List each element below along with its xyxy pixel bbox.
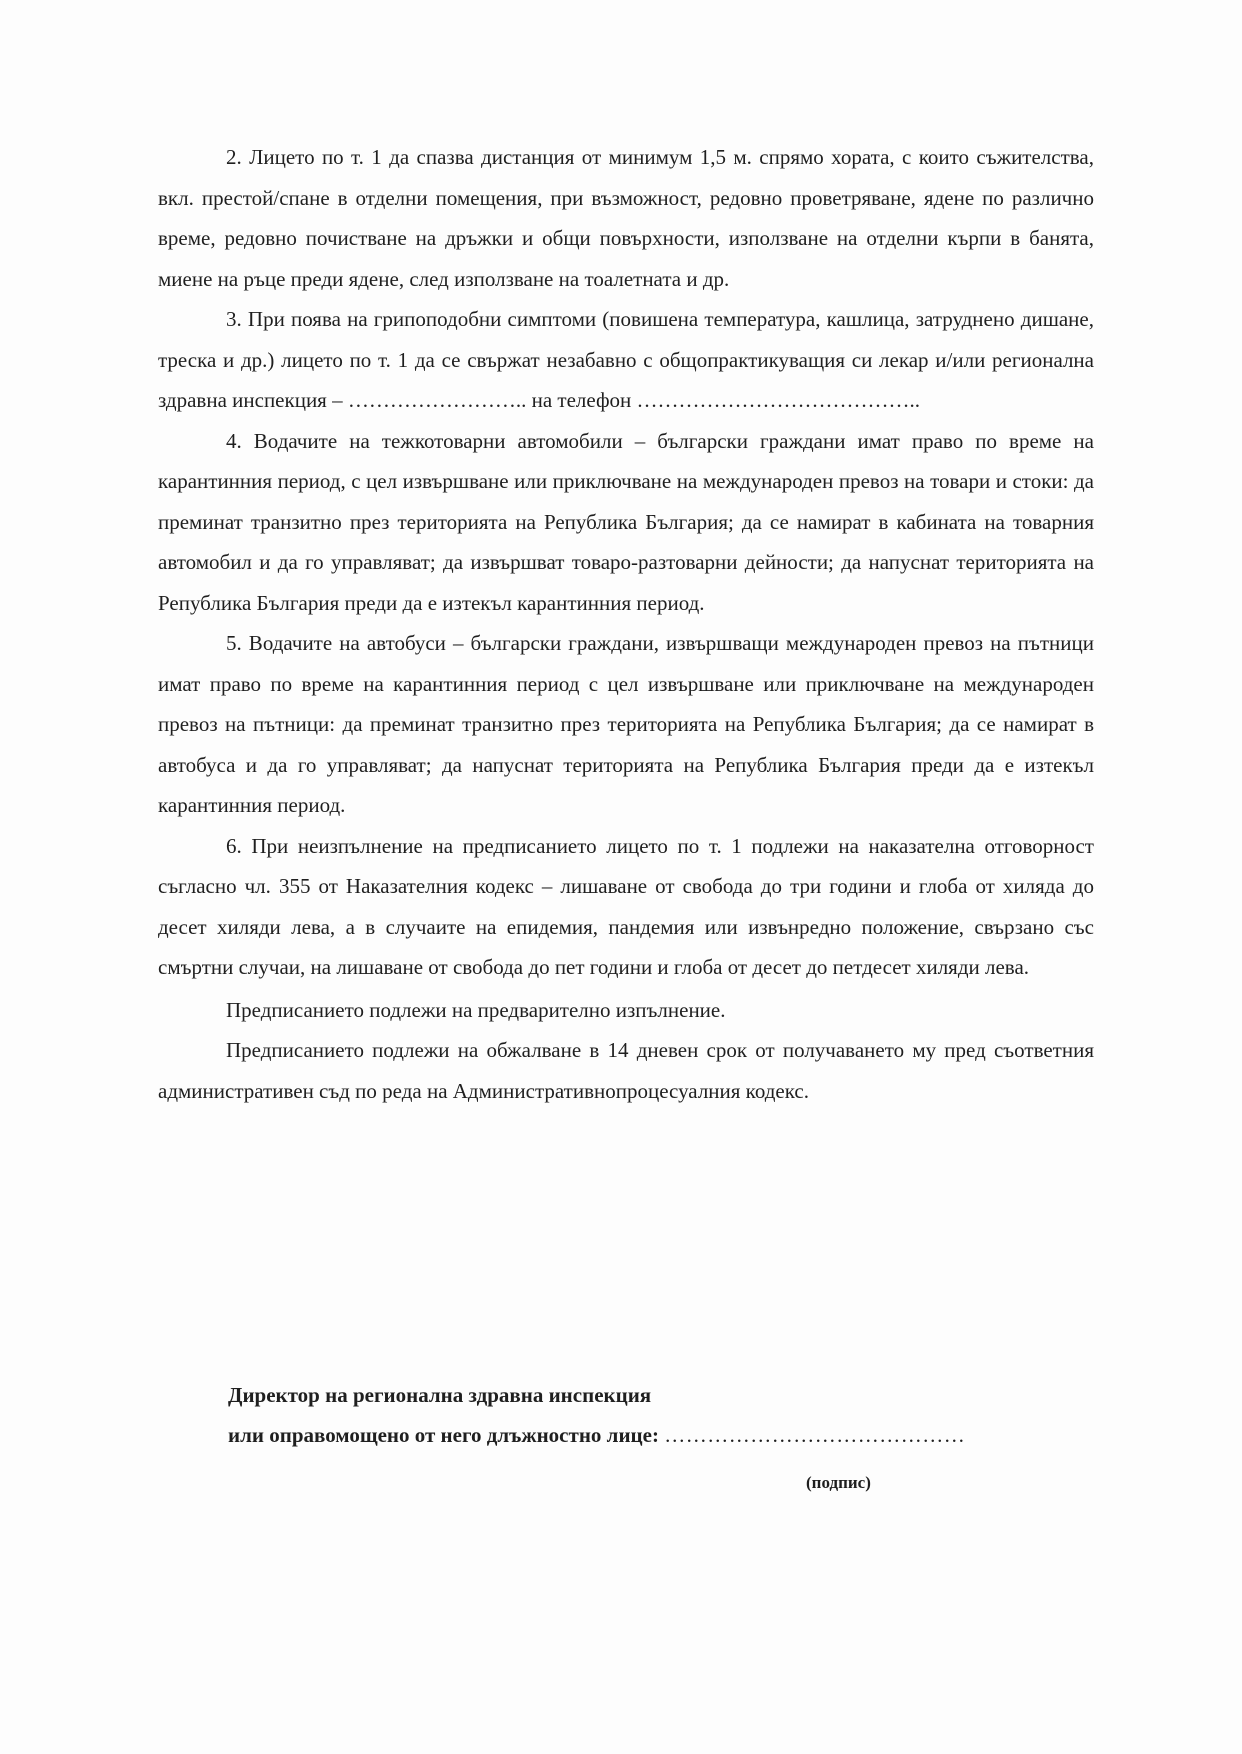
signature-dots: …………………………………… — [664, 1423, 966, 1447]
signature-block — [228, 1375, 1098, 1455]
signature-authority-line — [228, 1415, 1098, 1455]
signature-title: Директор на регионална здравна инспекция — [228, 1383, 652, 1407]
document-body — [158, 137, 1094, 1111]
paragraph-2: 2. Лицето по т. 1 да спазва дистанция от минимум 1,5 м. спрямо хората, с които съжителства, вкл. престой/спане в отделни помещения, при възможност, редовно проветряване, ядене по различно време, редовно почистване на дръжки и общи повърхности, използване на отделни кърпи в банята, миене на ръце преди ядене, след използване на тоалетната и др. — [158, 145, 1094, 291]
execution-note: Предписанието подлежи на предварително изпълнение. — [226, 997, 726, 1022]
appeal-note: Предписанието подлежи на обжалване в 14 дневен срок от получаването му пред съответния административен съд по реда на Административнопроцесуалния кодекс. — [158, 1038, 1094, 1103]
paragraph-6: 6. При неизпълнение на предписанието лицето по т. 1 подлежи на наказателна отговорност съгласно чл. 355 от Наказателния кодекс – лишаване от свобода до три години и глоба от хиляда до десет хиляди лева, а в случаите на епидемия, пандемия или извънредно положение, свързано със смъртни случаи, на лишаване от свобода до пет години и глоба от десет до петдесет хиляди лева. — [158, 833, 1094, 979]
paragraph-4: 4. Водачите на тежкотоварни автомобили – български граждани имат право по време на карантинния период, с цел извършване или приключване на международен превоз на товари и стоки: да преминат транзитно през територията на Република България; да се намират в кабината на товарния автомобил и да го управляват; да извършват товаро-разтоварни дейности; да напуснат територията на Република България преди да е изтекъл карантинния период. — [158, 428, 1094, 615]
paragraph-5: 5. Водачите на автобуси – български граждани, извършващи международен превоз на пътници имат право по време на карантинния период с цел извършване или приключване на международен превоз на пътници: да преминат транзитно през територията на Република България; да се намират в автобуса и да го управляват; да напуснат територията на Република България преди да е изтекъл карантинния период. — [158, 631, 1094, 817]
signature-caption: (подпис) — [806, 1473, 871, 1492]
signature-authority-label: или оправомощено от него длъжностно лице: — [228, 1423, 659, 1447]
paragraph-3: 3. При поява на грипоподобни симптоми (повишена температура, кашлица, затруднено дишане, треска и др.) лицето по т. 1 да се свържат незабавно с общопрактикуващия си лекар и/или регионална здравна инспекция – …………………….. на телефон ………………………………….. — [158, 307, 1094, 412]
